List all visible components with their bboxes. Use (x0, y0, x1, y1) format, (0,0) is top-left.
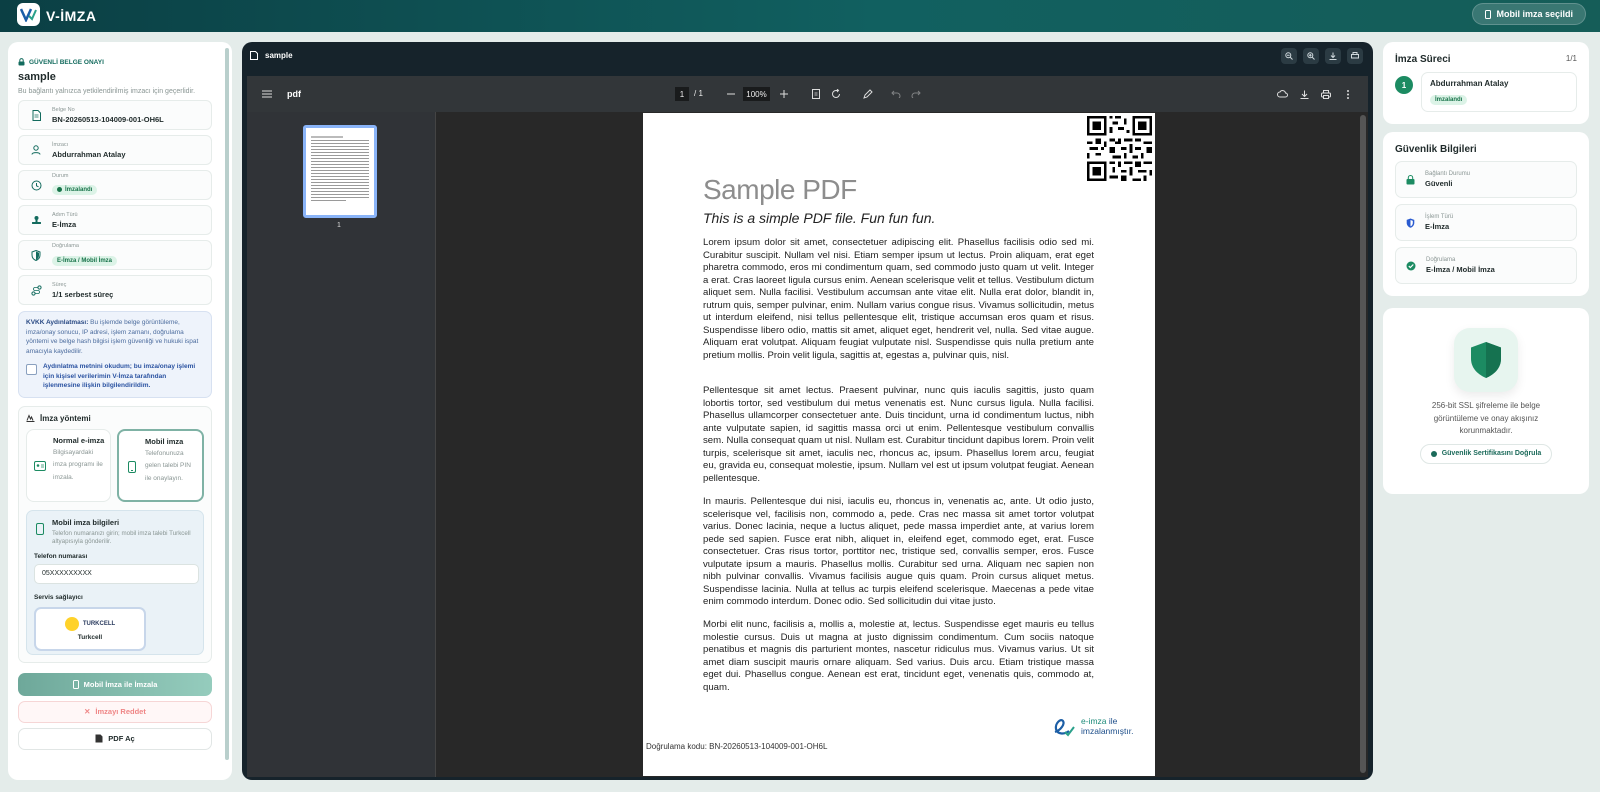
verification-code: Doğrulama kodu: BN-20260513-104009-001-OH6L (646, 742, 828, 751)
brand-logo[interactable] (17, 3, 40, 26)
method-title: Mobil imza (145, 436, 184, 446)
zoom-minus-icon[interactable] (724, 87, 738, 101)
info-status (18, 170, 212, 200)
zoom-in-icon[interactable] (1303, 48, 1319, 64)
provider-name: Turkcell (77, 633, 103, 641)
pdf-scrollbar[interactable] (1360, 115, 1366, 773)
lock-icon (1406, 175, 1415, 185)
signer-name: Abdurrahman Atalay (1430, 79, 1509, 88)
zoom-plus-icon[interactable] (777, 87, 791, 101)
mobile-info-box (26, 510, 204, 655)
right-column (1383, 42, 1589, 494)
shield-icon (28, 247, 44, 263)
method-desc: Telefonunuza gelen talebi PIN ile onaylayın. (145, 449, 191, 482)
kvkk-text: KVKK Aydınlatması: Bu işlemde belge görüntüleme, imza/onay sonucu, IP adresi, işlem zamanı, doğrulama yöntemi ve belge hash bilgisi işlem güvenliği ve hukuki ispat amacıyla kaydedilir. (26, 319, 199, 355)
status-badge: İmzalandı (52, 185, 97, 195)
security-connection: Bağlantı Durumu Güvenli (1395, 161, 1577, 198)
verification-badge: E-İmza / Mobil İmza (52, 256, 117, 266)
pdf-page (643, 113, 1155, 776)
check-circle-icon (1406, 261, 1416, 271)
print-icon[interactable] (1347, 48, 1363, 64)
page-thumbnail[interactable] (303, 125, 377, 218)
method-mobile-imza[interactable] (117, 429, 204, 502)
redo-icon[interactable] (909, 87, 923, 101)
zoom-out-icon[interactable] (1281, 48, 1297, 64)
doc-subtitle: Bu bağlantı yalnızca yetkilendirilmiş imzacı için geçerlidir. (18, 88, 196, 95)
ssl-shield (1454, 328, 1518, 392)
thumbnail-pane (247, 112, 436, 777)
process-count: 1/1 (1565, 54, 1577, 63)
pdf-title: Sample PDF (703, 174, 857, 205)
download-icon[interactable] (1325, 48, 1341, 64)
info-value: BN-20260513-104009-001-OH6L (52, 114, 164, 124)
menu-icon[interactable] (260, 87, 274, 101)
security-operation-type: İşlem Türü E-İmza (1395, 204, 1577, 241)
security-card (1383, 132, 1589, 296)
pdf-paragraph: In mauris. Pellentesque dui nisi, iaculis eu, rhoncus in, venenatis ac, ante. Ut odio justo, scelerisque vel, facilisis non, commodo a, pede. Cras nec massa sit amet tortor volutpat varius. Donec lacinia, neque a luctus aliquet, pede massa imperdiet ante, at varius lorem pede sed sapien. Fusce erat nibh, aliquet in, eleifend eget, commodo eget, erat. Fusce consectetuer. Cras risus tortor, porttitor nec, tristique sed, convallis semper, eros. Fusce vulputate ipsum a mauris. Phasellus mollis. Curabitur sed urna. Aliquam nec sapien non nibh pulvinar convallis. Vivamus facilisis augue quis quam. Proin cursus aliquet metus. Suspendisse lacinia. Nulla at tellus ac turpis eleifend scelerisque. Maecenas a pede vitae enim commodo interdum. Donec odio. Sed sollicitudin dui vitae justo. (703, 496, 1094, 608)
shield-icon (1406, 218, 1415, 228)
stamp-icon (28, 212, 44, 228)
open-pdf-button[interactable]: PDF Aç (18, 728, 212, 750)
reject-button[interactable]: ✕ İmzayı Reddet (18, 701, 212, 723)
kvkk-checkbox[interactable] (26, 364, 37, 375)
annotate-icon[interactable] (861, 87, 875, 101)
download-icon[interactable] (1297, 87, 1311, 101)
clock-icon (28, 177, 44, 193)
mobile-info-desc: Telefon numaranızı girin; mobil imza talebi Turkcell altyapısıyla gönderilir. (52, 529, 191, 545)
method-normal-eimza[interactable] (26, 429, 111, 502)
left-scrollbar[interactable] (225, 48, 229, 760)
print-icon[interactable] (1319, 87, 1333, 101)
mobile-selected-button[interactable] (1472, 3, 1586, 25)
document-icon (28, 107, 44, 123)
phone-icon (1485, 10, 1491, 19)
ssl-text: 256-bit SSL şifreleme ile belge görüntüleme ve onay akışınız korunmaktadır. (1431, 401, 1541, 435)
phone-label: Telefon numarası (34, 552, 88, 560)
viewer-title: sample (265, 51, 293, 60)
pdf-icon (95, 734, 103, 743)
doc-title: sample (18, 71, 56, 83)
pdf-paragraph: Morbi elit nunc, facilisis a, mollis a, molestie at, lectus. Suspendisse eget mauris eu tellus molestie cursus. Duis ut magna at justo dignissim condimentum. Cum sociis natoque penatibus et magnis dis parturient montes, nascetur ridiculus mus. Vivamus varius. Ut sit amet diam suscipit mauris ornare aliquam. Sed varius. Duis arcu. Etiam tristique massa eget dui. Phasellus congue. Aenean est erat, tincidunt eget, venenatis quis, commodo at, quam. (703, 619, 1094, 693)
info-label: Doğrulama (52, 243, 79, 249)
pdf-paragraph: Lorem ipsum dolor sit amet, consectetuer adipiscing elit. Phasellus facilisis odio sed mi. Curabitur suscipit. Nullam vel nisi. Etiam semper ipsum ut lectus. Proin aliquam, erat eget pharetra commodo, eros mi condimentum quam, sed commodo justo quam ut velit. Integer a erat. Cras laoreet ligula cursus enim. Aenean scelerisque velit et tellus. Vestibulum dictum aliquet sem. Nulla facilisi. Vestibulum accumsan ante vitae elit. Nulla erat dolor, blandit in, rutrum quis, semper pulvinar, enim. Nullam varius congue risus. Vivamus sollicitudin, metus ut interdum eleifend, nisi tellus pellentesque elit, tristique accumsan eros quam et risus. Suspendisse libero odio, mattis sit amet, aliquet eget, hendrerit vel, nulla. Sed vitae augue. Aliquam erat volutpat. Aliquam feugiat vulputate nisl. Suspendisse quis nulla pretium ante pretium mollis. Proin velit ligula, sagittis at, egestas a, pulvinar quis, nisl. (703, 237, 1094, 361)
info-value: 1/1 serbest süreç (52, 289, 114, 299)
pdf-subtitle: This is a simple PDF file. Fun fun fun. (703, 210, 936, 226)
lock-icon (18, 58, 25, 66)
mobile-info-title: Mobil imza bilgileri (52, 517, 120, 527)
document-viewer (242, 42, 1373, 780)
phone-icon (73, 680, 79, 689)
signer-row (1395, 72, 1577, 112)
kvkk-consent-label: Aydınlatma metnini okudum; bu imza/onay işlemi için kişisel verilerimin V-İmza tarafından işlenmesine ilişkin bilgilendirildim. (43, 363, 196, 389)
ssl-card (1383, 308, 1589, 494)
phone-icon (124, 459, 140, 475)
secure-label: GÜVENLİ BELGE ONAYI (18, 58, 222, 66)
phone-icon (34, 522, 46, 536)
user-icon (28, 142, 44, 158)
verify-certificate-button[interactable]: Güvenlik Sertifikasını Doğrula (1420, 444, 1553, 464)
shield-icon (1469, 341, 1503, 379)
sign-method-title: İmza yöntemi (26, 414, 204, 423)
provider-turkcell[interactable] (34, 607, 146, 651)
pdf-toolbar (247, 76, 1368, 112)
thumbnail-number: 1 (337, 222, 341, 229)
pdf-body (247, 112, 1368, 777)
page-total: / 1 (694, 89, 703, 98)
info-process (18, 275, 212, 305)
provider-label: Servis sağlayıcı (34, 593, 83, 601)
rotate-icon[interactable] (829, 87, 843, 101)
process-title: İmza Süreci (1395, 54, 1451, 65)
save-icon[interactable] (1275, 87, 1289, 101)
info-step-type (18, 205, 212, 235)
process-card (1383, 42, 1589, 124)
pdf-name: pdf (287, 89, 301, 99)
more-options-icon[interactable] (1341, 87, 1355, 101)
phone-input[interactable]: 05XXXXXXXXX (34, 564, 199, 584)
method-title: Normal e-imza (53, 435, 105, 445)
id-card-icon (32, 458, 48, 474)
info-doc-no (18, 100, 212, 130)
top-bar (0, 0, 1600, 32)
step-number: 1 (1395, 76, 1413, 94)
info-value: E-İmza (52, 219, 77, 229)
brand-name: V-İMZA (46, 8, 97, 24)
close-icon: ✕ (84, 707, 91, 716)
status-dot (1431, 451, 1437, 457)
fit-page-icon[interactable] (809, 87, 823, 101)
qr-code (1084, 113, 1155, 184)
eimza-stamp: e-imza ile imzalanmıştır. (1049, 706, 1147, 746)
kvkk-consent[interactable] (26, 362, 204, 391)
signed-badge: İmzalandı (1430, 95, 1467, 105)
info-label: Durum (52, 173, 69, 179)
eimza-logo-icon (1049, 712, 1077, 740)
sign-method-section (18, 406, 212, 663)
info-value: Abdurrahman Atalay (52, 149, 126, 159)
info-label: Süreç (52, 281, 67, 288)
kvkk-box (18, 311, 212, 398)
method-desc: Bilgisayardaki imza programı ile imzala. (53, 448, 103, 481)
page-input[interactable]: 1 (675, 87, 689, 101)
document-icon (250, 51, 258, 60)
left-panel (8, 42, 232, 780)
info-verification (18, 240, 212, 270)
pdf-paragraph: Pellentesque sit amet lectus. Praesent pulvinar, nunc quis iaculis sagittis, justo quam lobortis tortor, sed vestibulum dui metus venenatis est. Nunc cursus ligula. Nulla facilisi. Phasellus ullamcorper consectetuer ante. Duis tincidunt, urna id condimentum luctus, nibh ante vulputate sapien, id sagittis massa orci ut enim. Pellentesque vestibulum convallis sem. Nulla consequat quam ut nisl. Nullam est. Curabitur tincidunt dapibus lorem. Proin velit turpis, scelerisque sit amet, iaculis nec, rhoncus ac, ipsum. Phasellus lorem arcu, feugiat eu, gravida eu, consequat molestie, ipsum. Nullam vel est ut ipsum volutpat feugiat. Aenean pellentesque. (703, 385, 1094, 484)
signer-card (1421, 72, 1577, 112)
info-signer (18, 135, 212, 165)
mobile-selected-label: Mobil imza seçildi (1496, 9, 1573, 19)
info-label: İmzacı (52, 141, 69, 148)
route-icon (28, 282, 44, 298)
info-label: Adım Türü (52, 211, 78, 218)
viewer-header (242, 42, 1373, 69)
security-verification: Doğrulama E-İmza / Mobil İmza (1395, 247, 1577, 284)
info-label: Belge No (52, 106, 75, 113)
zoom-level[interactable]: 100% (743, 87, 770, 101)
turkcell-logo: TURKCELL (65, 617, 115, 631)
signature-icon (26, 414, 35, 422)
mobile-sign-button[interactable]: Mobil İmza ile İmzala (18, 673, 212, 696)
security-title: Güvenlik Bilgileri (1395, 144, 1477, 155)
undo-icon[interactable] (889, 87, 903, 101)
